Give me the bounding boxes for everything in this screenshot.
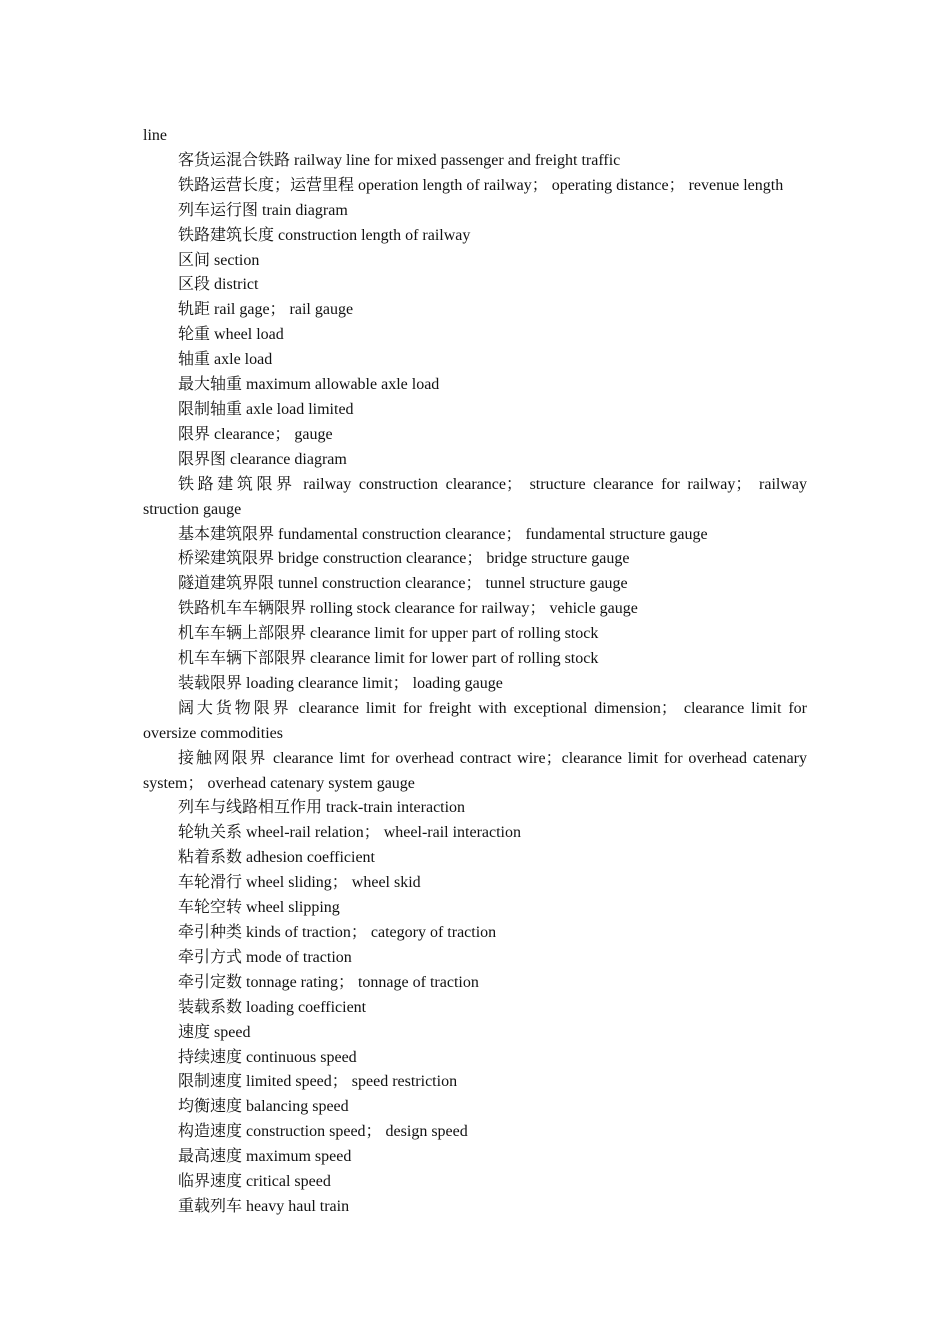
term-english: clearance limit for upper part of rolling stock xyxy=(310,625,599,643)
term-chinese: 接触网限界 xyxy=(178,749,268,767)
glossary-entry xyxy=(143,448,807,473)
glossary-entry xyxy=(143,572,807,597)
term-english: tunnel construction clearance； tunnel structure gauge xyxy=(278,575,628,593)
continuation-text: line xyxy=(143,127,167,144)
term-chinese: 重载列车 xyxy=(178,1197,243,1215)
glossary-entry xyxy=(143,1095,807,1120)
glossary-entry xyxy=(143,1170,807,1195)
term-english: construction length of railway xyxy=(278,226,471,244)
term-english: kinds of traction； category of traction xyxy=(246,924,497,941)
glossary-entry xyxy=(143,174,807,199)
term-english: operation length of railway； operating distance； revenue length xyxy=(358,176,784,194)
term-english: fundamental construction clearance； fundamental structure gauge xyxy=(278,525,708,543)
term-english: wheel load xyxy=(214,326,284,344)
term-chinese: 列车运行图 xyxy=(178,201,259,219)
term-english: district xyxy=(214,276,259,294)
term-chinese: 机车车辆下部限界 xyxy=(178,650,307,668)
glossary-entry xyxy=(143,298,807,323)
glossary-entry xyxy=(143,996,807,1021)
term-english: railway line for mixed passenger and freight traffic xyxy=(294,151,621,169)
term-chinese: 限界图 xyxy=(178,450,227,468)
glossary-entry xyxy=(143,423,807,448)
glossary-entry xyxy=(143,846,807,871)
term-english: wheel sliding； wheel skid xyxy=(246,874,421,892)
term-chinese: 最高速度 xyxy=(178,1148,243,1166)
term-chinese: 轮轨关系 xyxy=(178,824,243,842)
glossary-entry xyxy=(143,348,807,373)
term-english: rail gage； rail gauge xyxy=(214,301,354,319)
term-english: loading coefficient xyxy=(246,998,367,1016)
term-english: bridge construction clearance； bridge structure gauge xyxy=(278,550,630,568)
glossary-entry xyxy=(143,697,807,747)
term-english: wheel-rail relation； wheel-rail interaction xyxy=(246,824,522,842)
glossary-entry xyxy=(143,971,807,996)
term-english: clearance diagram xyxy=(230,450,347,468)
glossary-entry xyxy=(143,896,807,921)
glossary-list xyxy=(143,149,807,1220)
term-chinese: 铁路机车车辆限界 xyxy=(178,600,307,618)
glossary-entry xyxy=(143,1070,807,1095)
term-chinese: 轮重 xyxy=(178,326,211,344)
term-chinese: 最大轴重 xyxy=(178,376,243,394)
term-english: maximum allowable axle load xyxy=(246,376,440,394)
term-chinese: 基本建筑限界 xyxy=(178,525,275,543)
glossary-entry xyxy=(143,547,807,572)
term-chinese: 粘着系数 xyxy=(178,849,243,867)
term-english: balancing speed xyxy=(246,1098,349,1116)
term-chinese: 轨距 xyxy=(178,301,211,319)
term-english: clearance； gauge xyxy=(214,425,333,443)
term-chinese: 装载限界 xyxy=(178,674,243,692)
glossary-entry xyxy=(143,373,807,398)
term-english: continuous speed xyxy=(246,1048,357,1066)
glossary-entry xyxy=(143,1046,807,1071)
term-chinese: 铁路建筑限界 xyxy=(178,475,296,493)
glossary-entry xyxy=(143,647,807,672)
glossary-entry xyxy=(143,1145,807,1170)
term-chinese: 车轮空转 xyxy=(178,899,243,917)
term-english: clearance limit for lower part of rolling stock xyxy=(310,650,599,668)
term-chinese: 区段 xyxy=(178,276,211,294)
glossary-entry xyxy=(143,1120,807,1145)
term-chinese: 桥梁建筑限界 xyxy=(178,550,275,568)
glossary-entry xyxy=(143,821,807,846)
term-english: rolling stock clearance for railway； vehicle gauge xyxy=(310,600,638,618)
glossary-entry xyxy=(143,149,807,174)
term-english: maximum speed xyxy=(246,1148,352,1166)
term-chinese: 限制速度 xyxy=(178,1073,243,1091)
term-chinese: 车轮滑行 xyxy=(178,874,243,892)
term-english: clearance limit for freight with exceptional dimension； clearance limit for oversize commodities xyxy=(143,699,807,742)
glossary-entry xyxy=(143,1195,807,1220)
term-english: construction speed； design speed xyxy=(246,1123,468,1141)
term-chinese: 隧道建筑界限 xyxy=(178,575,275,593)
term-english: wheel slipping xyxy=(246,899,340,917)
term-english: mode of traction xyxy=(246,948,352,966)
term-english: critical speed xyxy=(246,1173,331,1191)
term-english: adhesion coefficient xyxy=(246,849,375,867)
document-page xyxy=(143,124,807,1220)
term-english: railway construction clearance； structure clearance for railway； railway struction gauge xyxy=(143,475,807,518)
glossary-entry xyxy=(143,523,807,548)
glossary-entry xyxy=(143,199,807,224)
term-chinese: 装载系数 xyxy=(178,998,243,1016)
term-chinese: 构造速度 xyxy=(178,1123,243,1141)
glossary-entry xyxy=(143,946,807,971)
term-chinese: 区间 xyxy=(178,251,211,269)
term-chinese: 列车与线路相互作用 xyxy=(178,799,323,817)
term-english: tonnage rating； tonnage of traction xyxy=(246,973,479,991)
term-english: section xyxy=(214,251,260,269)
term-chinese: 牵引种类 xyxy=(178,924,243,941)
term-english: limited speed； speed restriction xyxy=(246,1073,458,1091)
term-chinese: 铁路运营长度；运营里程 xyxy=(178,176,355,194)
glossary-entry xyxy=(143,473,807,523)
term-chinese: 均衡速度 xyxy=(178,1098,243,1116)
glossary-entry xyxy=(143,273,807,298)
term-chinese: 牵引方式 xyxy=(178,948,243,966)
glossary-entry xyxy=(143,622,807,647)
glossary-entry xyxy=(143,249,807,274)
glossary-entry xyxy=(143,597,807,622)
term-english: speed xyxy=(214,1023,251,1041)
glossary-entry xyxy=(143,796,807,821)
term-english: clearance limt for overhead contract wire；clearance limit for overhead catenary system； overhead catenary system gauge xyxy=(143,749,808,792)
term-chinese: 机车车辆上部限界 xyxy=(178,625,307,643)
term-chinese: 铁路建筑长度 xyxy=(178,226,275,244)
term-chinese: 阔大货物限界 xyxy=(178,699,292,717)
glossary-entry xyxy=(143,323,807,348)
term-chinese: 牵引定数 xyxy=(178,973,243,991)
term-english: heavy haul train xyxy=(246,1197,350,1215)
term-english: axle load xyxy=(214,351,273,369)
term-chinese: 临界速度 xyxy=(178,1173,243,1191)
term-english: train diagram xyxy=(262,201,348,219)
term-chinese: 持续速度 xyxy=(178,1048,243,1066)
glossary-entry xyxy=(143,1021,807,1046)
term-chinese: 客货运混合铁路 xyxy=(178,151,291,169)
term-english: track-train interaction xyxy=(326,799,466,817)
term-english: axle load limited xyxy=(246,400,354,418)
glossary-entry xyxy=(143,921,807,946)
glossary-entry xyxy=(143,398,807,423)
term-chinese: 限制轴重 xyxy=(178,400,243,418)
glossary-entry xyxy=(143,224,807,249)
glossary-entry xyxy=(143,871,807,896)
glossary-entry xyxy=(143,672,807,697)
term-english: loading clearance limit； loading gauge xyxy=(246,674,503,692)
term-chinese: 轴重 xyxy=(178,351,211,369)
term-chinese: 速度 xyxy=(178,1023,211,1041)
term-chinese: 限界 xyxy=(178,425,211,443)
glossary-entry xyxy=(143,747,807,797)
